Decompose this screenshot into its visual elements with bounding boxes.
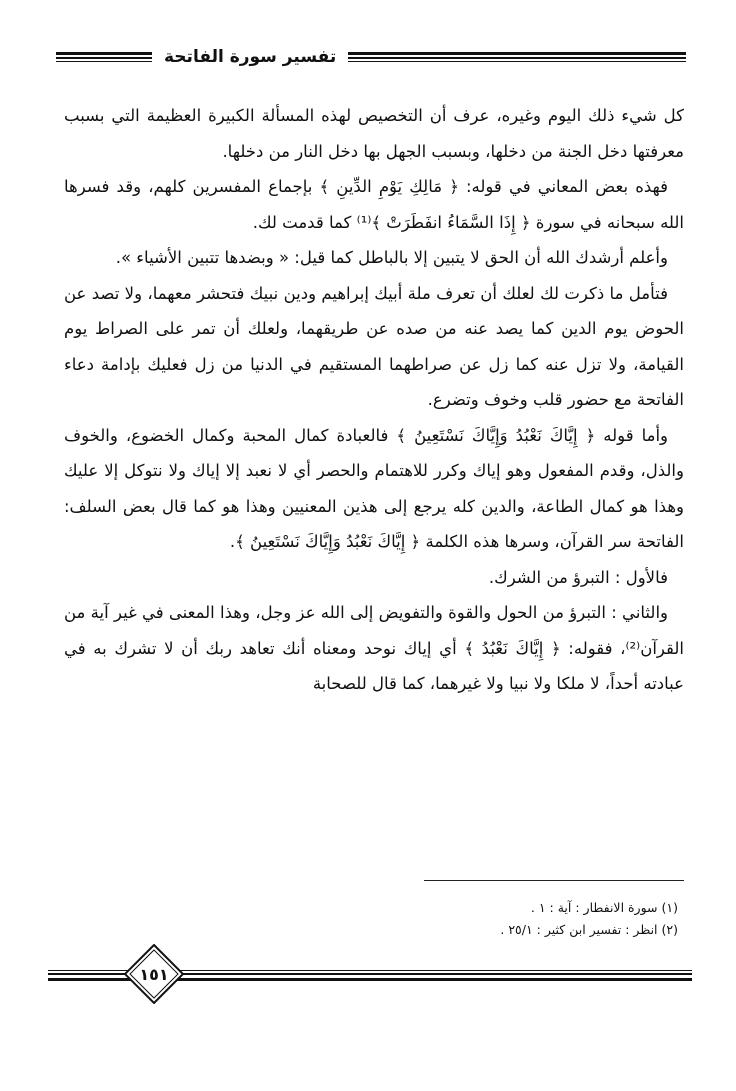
footnotes bbox=[380, 897, 678, 941]
body-text bbox=[64, 98, 684, 702]
paragraph: كل شيء ذلك اليوم وغيره، عرف أن التخصيص لهذه المسألة الكبيرة العظيمة التي بسبب معرفتها دخل الجنة من دخلها، وبسبب الجهل بها دخل النار من دخلها. bbox=[64, 106, 684, 161]
page-number-diamond bbox=[124, 944, 184, 1004]
paragraph: فتأمل ما ذكرت لك لعلك أن تعرف ملة أبيك إبراهيم ودين نبيك فتحشر معهما، ولا تصد عن الحوض يوم الدين كما يصد عنه من صده عن طريقهما، ولعلك أن تمر على الصراط يوم القيامة، ولا تزل عنه كما زل عن صراطهما المستقيم في الدنيا من زل فعليك بإدامة دعاء الفاتحة مع حضور قلب وخوف وتضرع. bbox=[64, 283, 684, 409]
header-rules bbox=[56, 52, 686, 64]
footnote-separator bbox=[424, 880, 684, 881]
footnote: (٢) انظر : تفسير ابن كثير : ٢٥/١ . bbox=[500, 922, 678, 937]
footnote: (١) سورة الانفطار : آية : ١ . bbox=[530, 900, 678, 915]
page-number: ١٥١ bbox=[139, 965, 169, 984]
running-header bbox=[56, 42, 686, 78]
paragraph: وأعلم أرشدك الله أن الحق لا يتبين إلا بالباطل كما قيل: « وبضدها تتبين الأشياء ». bbox=[115, 248, 668, 267]
page-footer bbox=[48, 944, 692, 1004]
paragraph: والثاني : التبرؤ من الحول والقوة والتفويض إلى الله عز وجل، وهذا المعنى في غير آية من القرآن⁽²⁾، فقوله: ﴿ إِيَّاكَ نَعْبُدُ ﴾ أي إياك نوحد ومعناه أنك تعاهد ربك أن لا تشرك به في عبادته أحداً، لا ملكا ولا نبيا ولا غيرهما، كما قال للصحابة bbox=[64, 603, 684, 693]
paragraph: فهذه بعض المعاني في قوله: ﴿ مَالِكِ يَوْمِ الدِّينِ ﴾ بإجماع المفسرين كلهم، وقد فسرها الله سبحانه في سورة ﴿ إِذَا السَّمَاءُ انفَطَرَتْ ﴾⁽¹⁾ كما قدمت لك. bbox=[64, 177, 684, 232]
header-title: تفسير سورة الفاتحة bbox=[152, 42, 348, 72]
paragraph: فالأول : التبرؤ من الشرك. bbox=[488, 567, 668, 587]
paragraph: وأما قوله ﴿ إِيَّاكَ نَعْبُدُ وَإِيَّاكَ نَسْتَعِينُ ﴾ فالعبادة كمال المحبة وكمال الخضوع، والخوف والذل، وقدم المفعول وهو إياك وكرر للاهتمام والحصر أي لا نعبد إلا إياك ولا نتوكل إلا عليك وهذا هو كمال الطاعة، والدين كله يرجع إلى هذين المعنيين وهذا هو كما قال بعض السلف: الفاتحة سر القرآن، وسرها هذه الكلمة ﴿ إِيَّاكَ نَعْبُدُ وَإِيَّاكَ نَسْتَعِينُ ﴾. bbox=[64, 425, 684, 551]
